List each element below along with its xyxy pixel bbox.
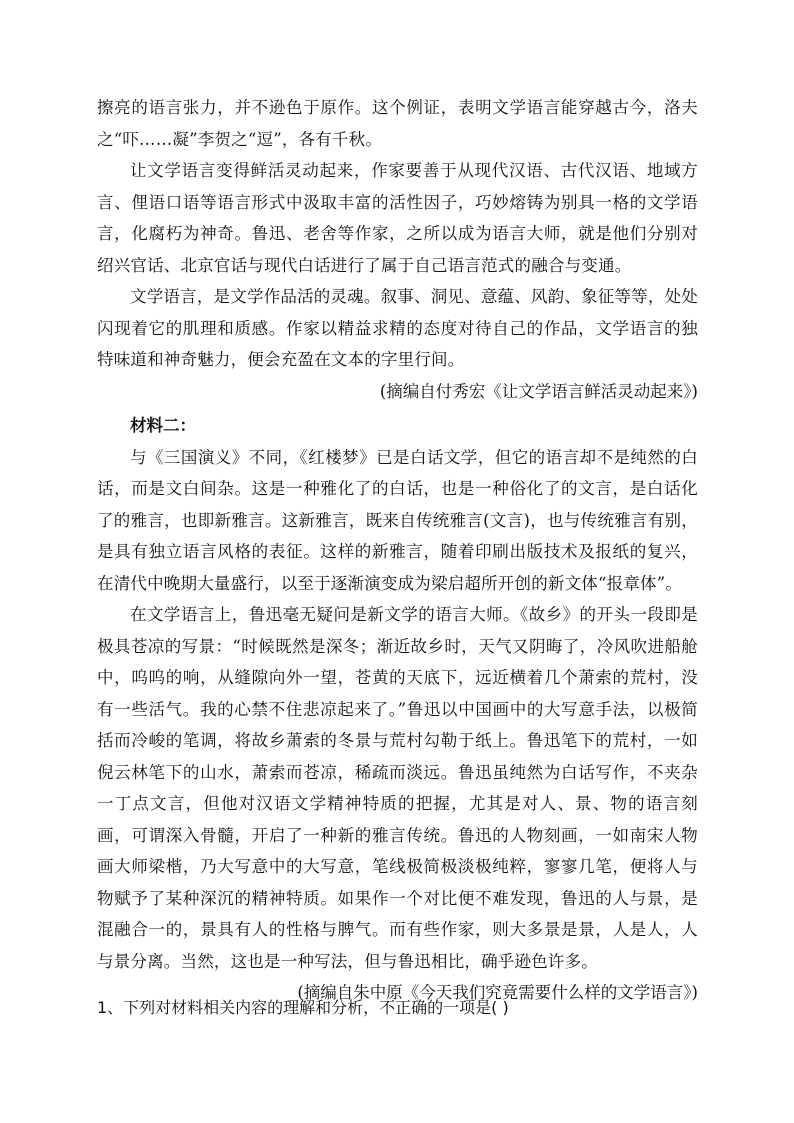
paragraph-2: 让文学语言变得鲜活灵动起来，作家要善于从现代汉语、古代汉语、地域方言、俚语口语等语言形式中汲取丰富的活性因子，巧妙熔铸为别具一格的文学语言，化腐朽为神奇。鲁迅、老舍等作家，之所以成为语言大师，就是他们分别对绍兴官话、北京官话与现代白话进行了属于自己语言范式的融合与变通。 — [97, 161, 698, 275]
paragraph-5: 在文学语言上，鲁迅毫无疑问是新文学的语言大师。《故乡》的开头一段即是极具苍凉的写景：“时候既然是深冬；渐近故乡时，天气又阴晦了，冷风吹进船舱中，呜呜的响，从缝隙向外一望，苍黄的天底下，远近横着几个萧索的荒村，没有一些活气。我的心禁不住悲凉起来了。”鲁迅以中国画中的大写意手法，以极简括而冷峻的笔调，将故乡萧索的冬景与荒村勾勒于纸上。鲁迅笔下的荒村，一如倪云林笔下的山水，萧索而苍凉，稀疏而淡远。鲁迅虽纯然为白话写作，不夹杂一丁点文言，但他对汉语文学精神特质的把握，尤其是对人、景、物的语言刻画，可谓深入骨髓，开启了一种新的雅言传统。鲁迅的人物刻画，一如南宋人物画大师梁楷，乃大写意中的大写意，笔线极简极淡极纯粹，寥寥几笔，便将人与物赋予了某种深沉的精神特质。如果作一个对比便不难发现，鲁迅的人与景，是混融合一的，景具有人的性格与脾气。而有些作家，则大多景是景，人是人，人与景分离。当然，这也是一种写法，但与鲁迅相比，确乎逊色许多。 — [97, 605, 698, 971]
question-1: 1、下列对材料相关内容的理解和分析，不正确的一项是( ) — [97, 998, 509, 1017]
source-citation-2: (摘编自朱中原《今天我们究竟需要什么样的文学语言》) — [297, 983, 698, 1002]
source-citation-1: (摘编自付秀宏《让文学语言鲜活灵动起来》) — [379, 381, 698, 401]
paragraph-1: 擦亮的语言张力，并不逊色于原作。这个例证，表明文学语言能穿越古今，洛夫之“吓……凝”李贺之“逗”，各有千秋。 — [97, 98, 698, 149]
paragraph-4: 与《三国演义》不同，《红楼梦》已是白话文学，但它的语言却不是纯然的白话，而是文白间杂。这是一种雅化了的白话，也是一种俗化了的文言，是白话化了的雅言，也即新雅言。这新雅言，既来自传统雅言(文言)，也与传统雅言有别，是具有独立语言风格的表征。这样的新雅言，随着印刷出版技术及报纸的复兴，在清代中晚期大量盛行，以至于逐渐演变成为梁启超所开创的新文体“报章体”。 — [97, 447, 698, 593]
paragraph-3: 文学语言，是文学作品活的灵魂。叙事、洞见、意蕴、风韵、象征等等，处处闪现着它的肌理和质感。作家以精益求精的态度对待自己的作品，文学语言的独特味道和神奇魅力，便会充盈在文本的字里行间。 — [97, 287, 698, 369]
document-body — [97, 92, 698, 1009]
section-heading-material-2: 材料二： — [130, 416, 196, 435]
